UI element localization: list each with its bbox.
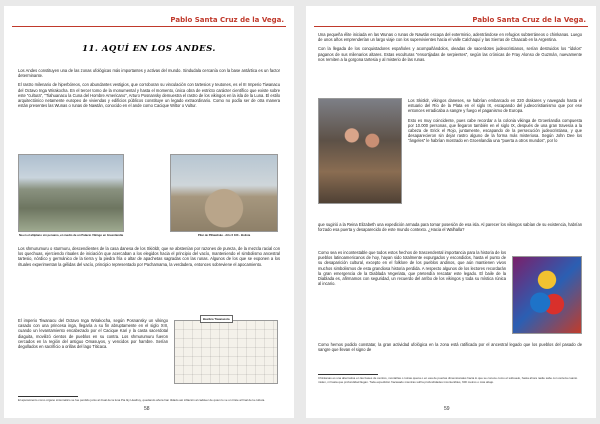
running-head: Pablo Santa Cruz de la Vega. [170,16,284,24]
paragraph: Como sea es incontestable que todos estos hechos de trascendental importancia para la historia de los pueblos latinoamericanos de hoy, hayan sido totalmente expurgados y escondidos, hasta el punto de su desaparición cultural, excepto en el folklore de los pueblos andinos, que aún mantienen vivos muchos simbolismos de esta grandiosa historia perdida. A respecto algunos de los lectores recordarán la gran emergencia de la Diablada Vegeriata, que pretendía rescatar este legado. El baile de la Diablada es, afirmamos con seguridad, un recuerdo del arribo de los vikingos y toda su mística rúnica al incario. [318,250,506,287]
running-head: Pablo Santa Cruz de la Vega. [472,16,586,24]
paragraph: Los Andes constituyen una de las zonas ufológicas más importantes y activas del mundo. Sindudala cercanía con la base antártica es un factor determinante. [18,68,280,79]
footnote-rule [318,374,378,375]
paragraph: que sugirió a la Reina Elizabeth una expedición armada para tomar posesión de esa isla. Al parecer los vikingos sabían de su existencia, habrían forzado esa puerta y desaparecido de este mundo contexto. ¿Hacia el Walhalla? [318,222,582,233]
left-body-text-3 [18,318,168,353]
right-end-text [318,342,582,356]
paragraph: Una pequeña élite iniciada en las Wunas o runas de Nawtán escapa del exterminio, adentrándose en refugios subterráneos o chinkanas. Luego de unos años emprenderían un largo viaje con los supervivientes hacia el valle Calchaquí y las Sierras de Chaacab en la Argentina. [318,32,582,43]
diablada-photo [512,256,582,334]
footnote: El apuramiento como órgano sintomático se fue perdido junto al ritual de la luna Pia Iky Huaihuy, quedando ahora han tildado así inflación al cadáver de quien lo ve un triste al final de la cultura. [18,398,266,402]
ruins-photo-caption: Pilar de Pillawilske - Año 6 163 - Bolivia [197,233,251,237]
paragraph: El rastro milenario de hiperbóreos, con abundantes vestigios, que corroboran su vinculación con tartesios y teutones, es el III Imperio Tiwanacu del Octavo Inga Wirakocha. En el tercer tomo de la monumental y hasta el momento, única obra de estricto carácter científico que existe sobre este "cultura", "Tiahuanacu la Cuna del Hombre Americano", Arturo Posnansky demuestra el rastro de los vikingos en la isla de la Luna. El estilo arquitectónico netamente europeo de viviendas y edificios públicos constituye un legado extraordinario. Como no podía ser de otra manera están presentes las Wunas o runas de Nawtán, conocido en el ande como Cacique Wiltor o Vultur. [18,82,280,109]
altiplano-photo-caption: Na en el altiplano sin peruano, en medio de un Palacio Vikingo en Greenlandia [18,233,124,237]
header-rule [314,26,588,27]
left-page [4,6,294,418]
ruins-photo [170,154,278,232]
paragraph: Los shmurumuru o sturmuru, descendientes de la casa danesa de los Skiöldr, que se abstenían por razones de pureza, de la mezcla racial con los quechuas, ejerciendo rituales de iniciación que acercaban a los elegidos hacia el principio del vacío, manteniendo el simbolismo ancestral tartesio, nórdico y germánico de la tierra y la piedra fría o altar de apachetas sagradas con las runas. Algunos de los que se exponen a los rituales experimentan la gélidas del vacío, principio representado por Pachamama, la verdadera, entonces sobreviene el apocamiento. [18,246,280,267]
right-side-text [408,98,582,148]
basilica-drawing [174,320,278,384]
vikings-photo [318,98,402,204]
left-body-text [18,68,280,112]
right-side-text-2 [318,250,506,290]
footnote: Chinkanas es una alternativa en las bases de centros, montañas o ruinas quena o en esa de puertas dimensionales hacia lo que se conoce como el subsuelo, hasta ahora nadie sabe con certeza cuanto miden, ni hasta que profundidad llegan. Toda expedición fracasado mientras sufría profundidades incontenibles, 600 metros o más abajo. [318,376,578,384]
footnote-rule [18,396,78,397]
page-number: 59 [444,406,450,412]
paragraph: Esto es muy coincidente, pues cabe recordar a la colonia vikinga de Groenlandia compuesta por 10.000 personas, que llegaron también en el siglo IX, después de una gran travesía a la cabeza de Erick el Rojo, juntamente, escapando de la persecución judeocristiana, y que desaparecieron sin dejar rastro alguno de la forma más misteriosa. Según John Dee los "ángeles" le habrían mostrado en Groenlandia una "puerta a otros mundos", por lo [408,117,582,144]
paragraph: Los Skiöldr, vikingos daneses, se habrían embarcado en 220 drakares y navegado hasta el estuario del Río de la Plata en el siglo IX, escapando del judeocristianismo que por ese entonces erradicaba a sangre y fuego el paganismo de Europa. [408,98,582,114]
right-page [306,6,596,418]
right-body-text [318,32,582,66]
altiplano-photo [18,154,124,232]
basilica-caption: Basílica Tiwanacota [200,315,233,323]
paragraph: El imperio Tiwanacu del Octavo Inga Wirakocha, según Posnansky un vikingo casado con una princesa inga, llegaría a su fin abruptamente en el siglo XIII, cuando un levantamiento encabezado por el Cacique Kari y la casta sacerdotal diaguita, movilizó cientos de pueblos en su contra. Los shmurumuru fueron cercados en la región del antiguo Omasuyos, y vencidos por hambre. Serían degollados en sacrificio a orillas del lago Titicaca. [18,318,168,350]
left-body-text-2 [18,246,280,271]
header-rule [12,26,286,27]
paragraph: Como hemos podido constatar, la gran actividad ufológica en la zona está ratificada por el ancestral legado que los pueblos del pasado de sangre que llevan el signo de [318,342,582,353]
chapter-title: 11. AQUÍ EN LOS ANDES. [82,44,216,54]
paragraph: Con la llegada de los conquistadores españoles y acompañándolos, oleadas de sacerdotes judeocristianos, serían destruidos los "ídolos" paganos de sus milenarios altares. Estas esculturas "ensortijadas de serpientes", según las crónicas de Fray Alonso de Guzmán, nuevamente nos remiten a la gorgona tartesia y al misterio de las runas. [318,46,582,62]
page-number: 58 [144,406,150,412]
right-full-text [318,222,582,236]
